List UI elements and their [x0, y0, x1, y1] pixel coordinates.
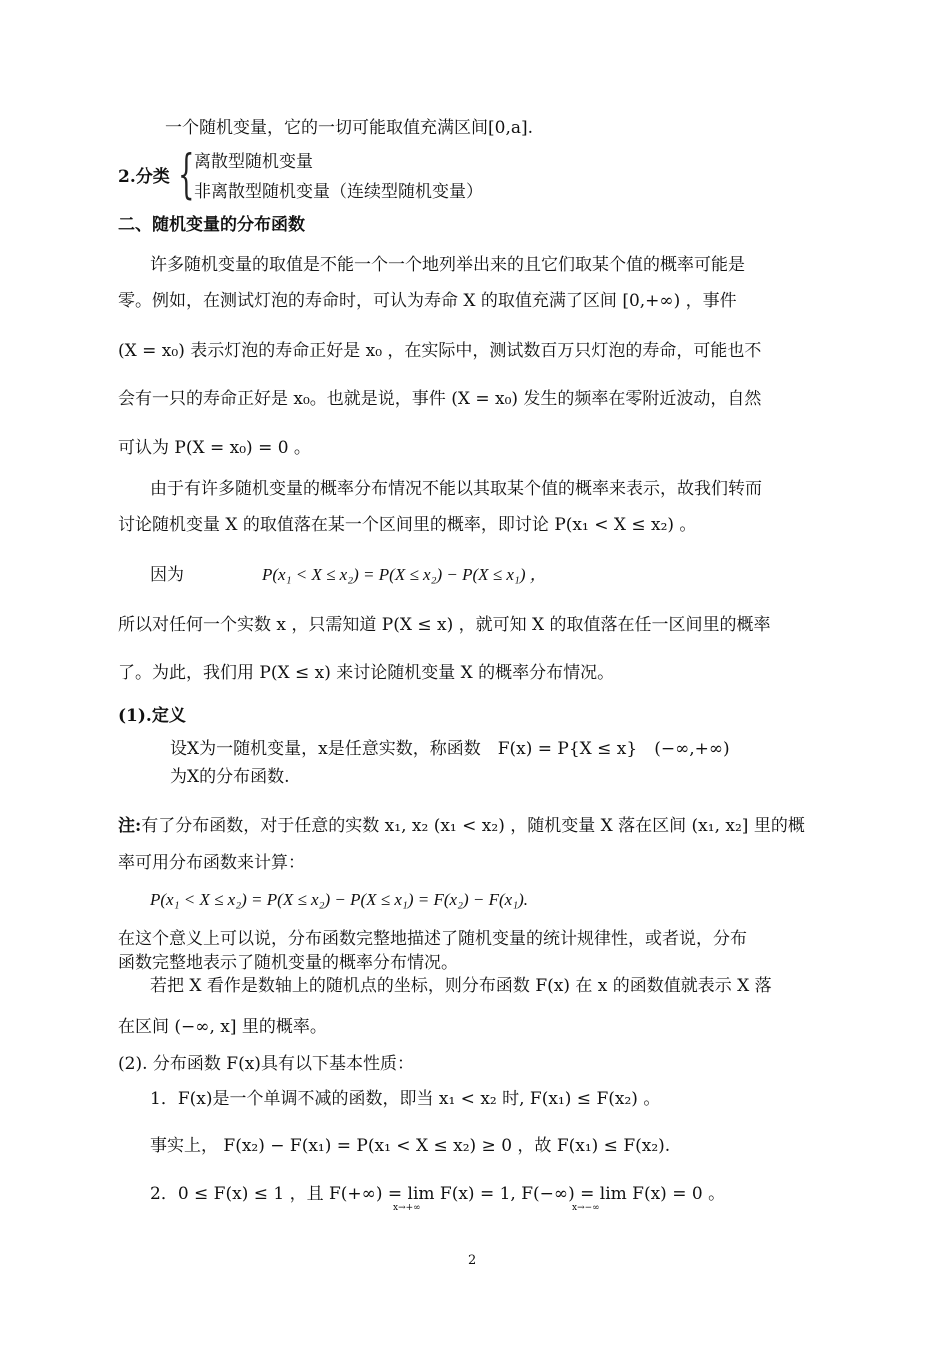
equation: P(x₁ < X ≤ x₂) = P(X ≤ x₂) − P(X ≤ x₁) ，	[262, 565, 547, 584]
definition-line: 为X的分布函数.	[170, 767, 290, 787]
limit-subscript: x→+∞	[393, 1203, 421, 1213]
paragraph-line: 若把 X 看作是数轴上的随机点的坐标，则分布函数 F(x) 在 x 的函数值就表示 X 落	[150, 976, 772, 996]
paragraph-line: 零。例如，在测试灯泡的寿命时，可认为寿命 X 的取值充满了区间 [0,+∞) ，事件	[118, 291, 737, 311]
classification-item: 非离散型随机变量（连续型随机变量）	[194, 182, 483, 202]
subsection-heading-properties: (2). 分布函数 F(x)具有以下基本性质：	[118, 1054, 414, 1074]
text-line: 一个随机变量，它的一切可能取值充满区间[0,a].	[165, 118, 534, 138]
note-line	[118, 815, 805, 837]
note-text: 有了分布函数，对于任意的实数 x₁, x₂ (x₁ < x₂) ，随机变量 X 落在区间 (x₁, x₂] 里的概	[141, 816, 805, 836]
section-label-classification: 2.分类	[118, 167, 170, 187]
limit-subscript: x→−∞	[572, 1203, 600, 1213]
definition-line: 设X为一随机变量，x是任意实数，称函数 F(x) = P{X ≤ x} (−∞,+∞)	[170, 739, 730, 759]
classification-item: 离散型随机变量	[194, 152, 313, 172]
property-line: 2．0 ≤ F(x) ≤ 1 ，且 F(+∞) = lim F(x) = 1, F(−∞) = lim F(x) = 0 。	[150, 1184, 726, 1204]
paragraph-line: 率可用分布函数来计算：	[118, 853, 305, 873]
note-label: 注:	[118, 816, 142, 836]
brace-symbol: {	[178, 145, 195, 205]
paragraph-line: 所以对任何一个实数 x ，只需知道 P(X ≤ x) ，就可知 X 的取值落在任一区间里的概率	[118, 615, 771, 635]
subsection-heading-definition: (1).定义	[118, 706, 186, 726]
property-line: 1．F(x)是一个单调不减的函数，即当 x₁ < x₂ 时, F(x₁) ≤ F(x₂) 。	[150, 1089, 661, 1109]
paragraph-line: 许多随机变量的取值是不能一个一个地列举出来的且它们取某个值的概率可能是	[150, 255, 745, 275]
paragraph-line: 会有一只的寿命正好是 x₀。也就是说，事件 (X = x₀) 发生的频率在零附近波动，自然	[118, 389, 762, 409]
paragraph-line: 了。为此，我们用 P(X ≤ x) 来讨论随机变量 X 的概率分布情况。	[118, 663, 615, 683]
page-number: 2	[468, 1253, 477, 1268]
property-line: 事实上， F(x₂) − F(x₁) = P(x₁ < X ≤ x₂) ≥ 0 ，故 F(x₁) ≤ F(x₂).	[150, 1136, 671, 1156]
because-label: 因为	[150, 565, 184, 585]
paragraph-line: 可认为 P(X = x₀) = 0 。	[118, 438, 311, 458]
section-heading: 二、随机变量的分布函数	[118, 215, 305, 235]
paragraph-line: 由于有许多随机变量的概率分布情况不能以其取某个值的概率来表示，故我们转而	[150, 479, 762, 499]
paragraph-line: 讨论随机变量 X 的取值落在某一个区间里的概率，即讨论 P(x₁ < X ≤ x₂) 。	[118, 515, 697, 535]
paragraph-line: 在区间 (−∞, x] 里的概率。	[118, 1017, 327, 1037]
paragraph-line: 在这个意义上可以说，分布函数完整地描述了随机变量的统计规律性，或者说，分布	[118, 929, 747, 949]
paragraph-line: 函数完整地表示了随机变量的概率分布情况。	[118, 953, 458, 973]
equation: P(x₁ < X ≤ x₂) = P(X ≤ x₂) − P(X ≤ x₁) = F(x₂) − F(x₁).	[150, 890, 529, 909]
paragraph-line: (X = x₀) 表示灯泡的寿命正好是 x₀ ，在实际中，测试数百万只灯泡的寿命，可能也不	[118, 341, 762, 361]
